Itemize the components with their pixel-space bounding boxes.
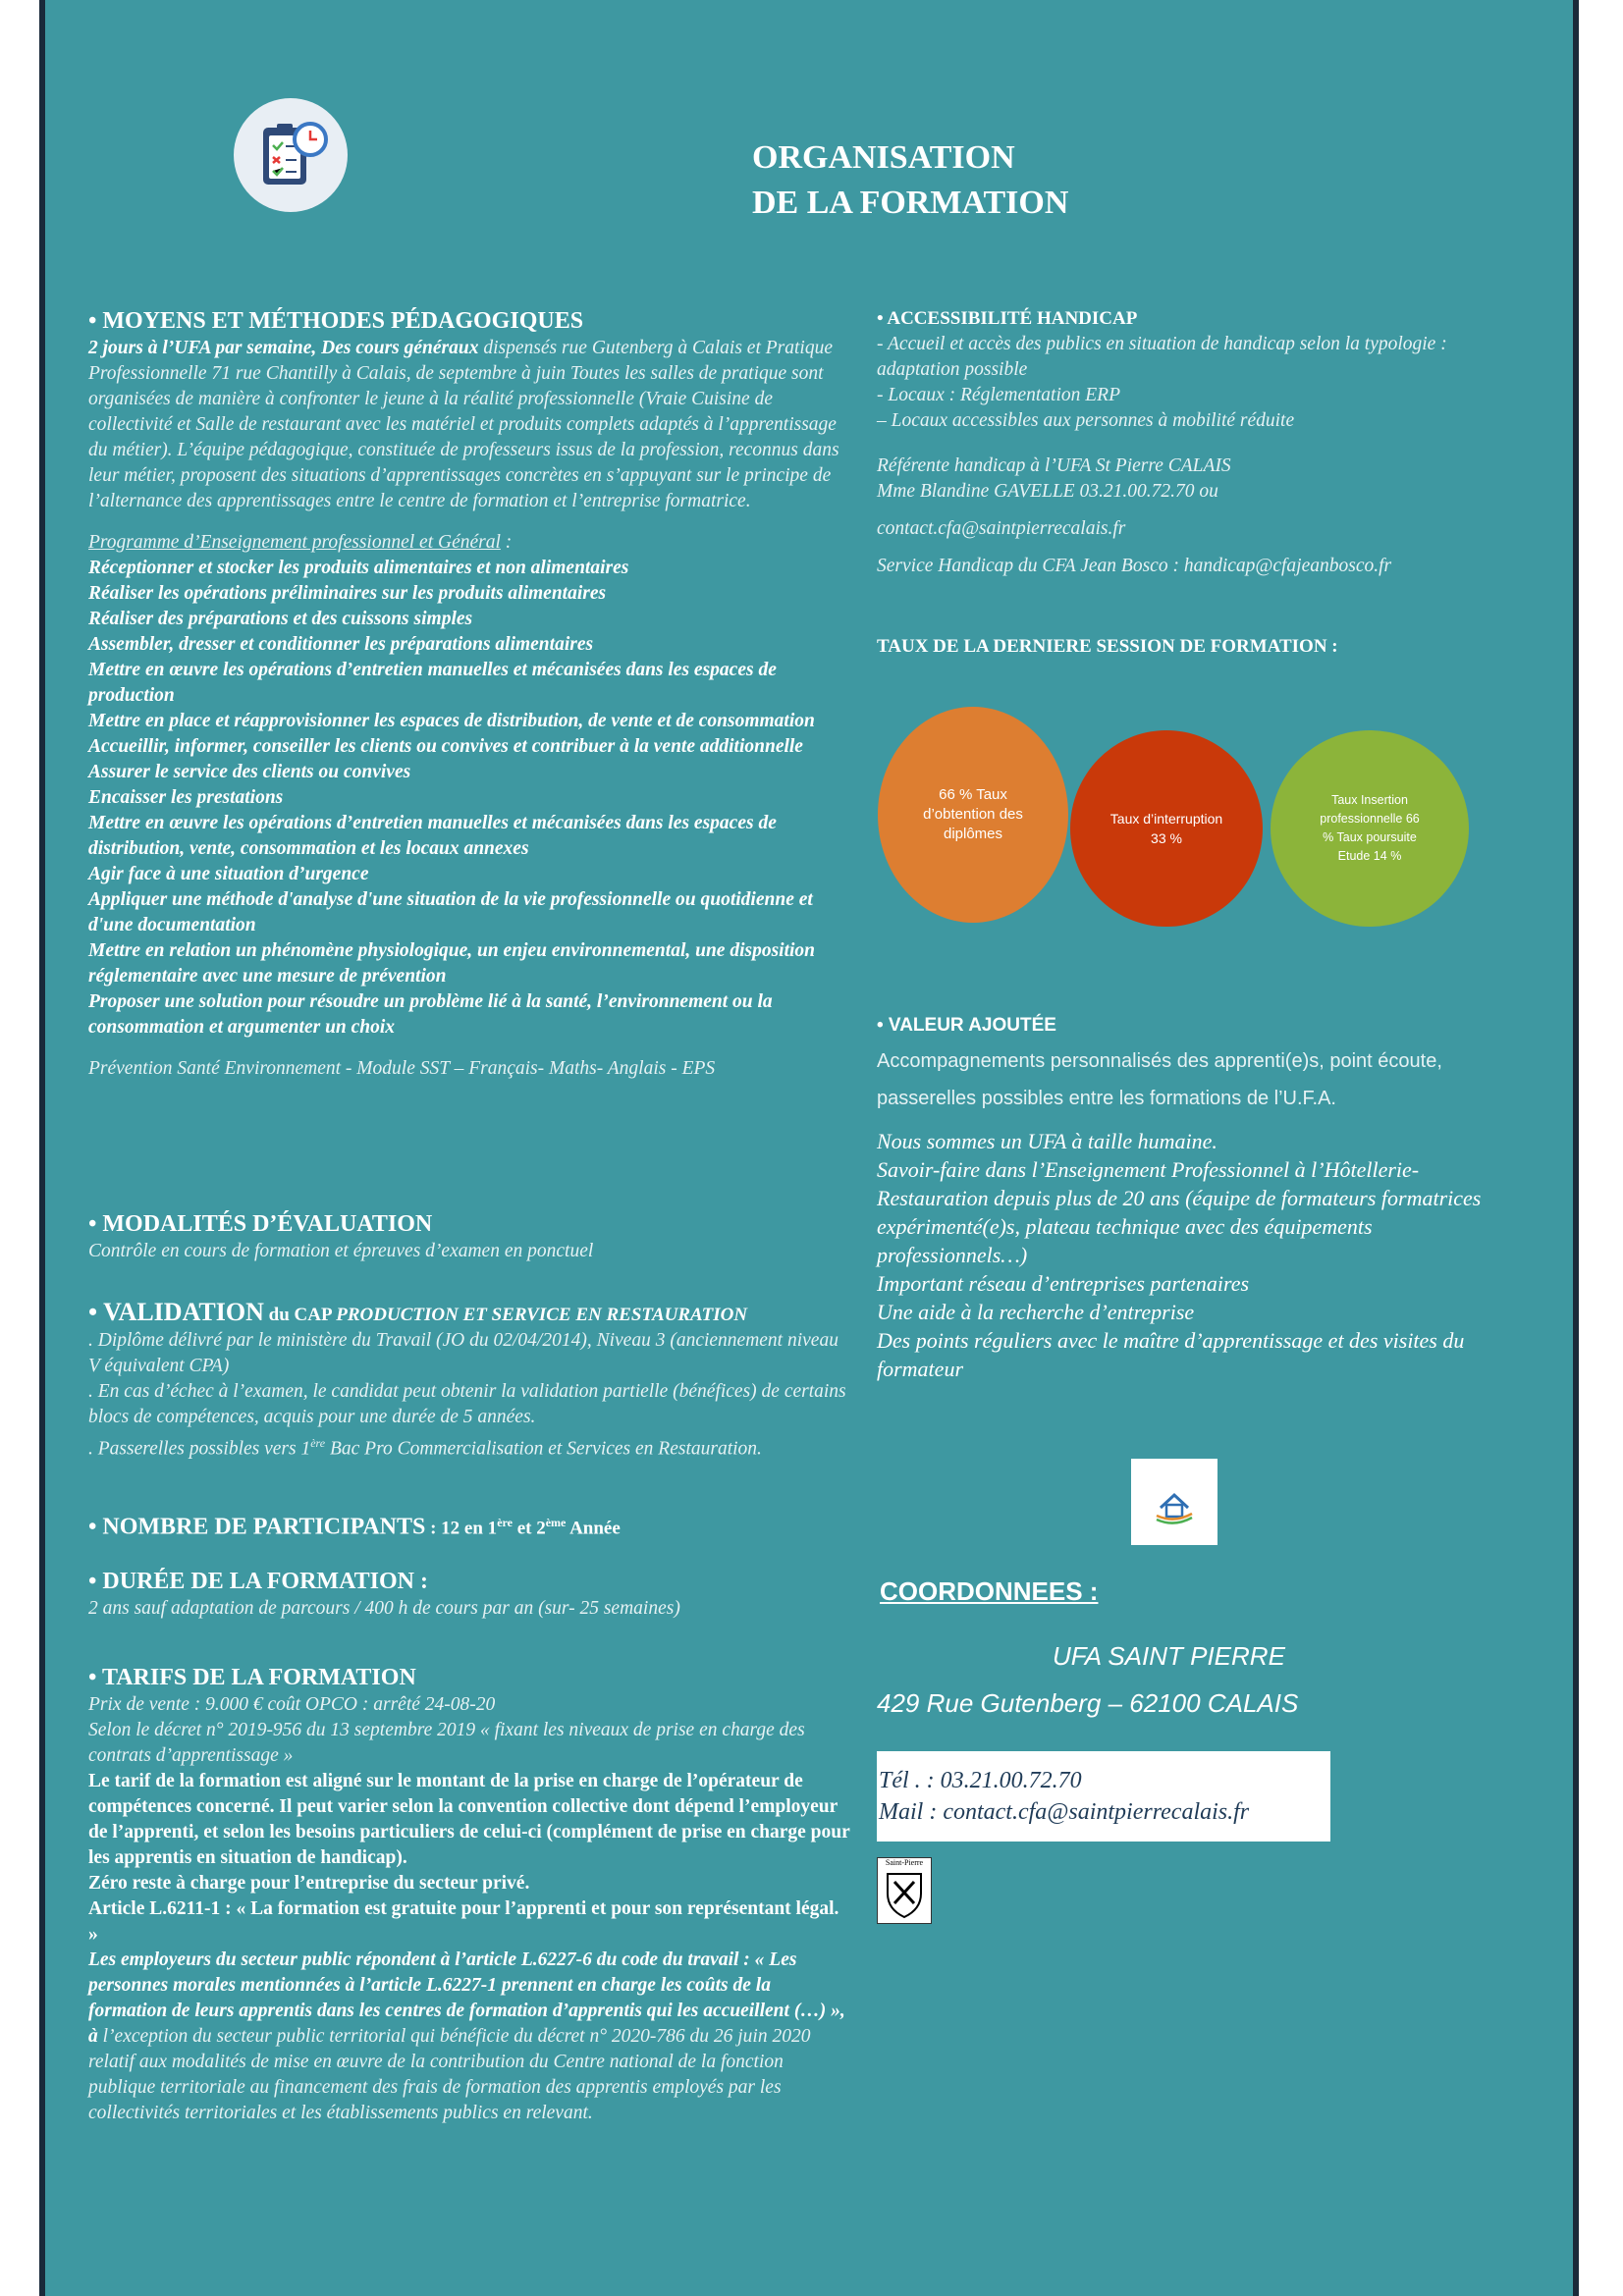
tarifs-prix: Prix de vente : 9.000 € coût OPCO : arrêté 24-08-20 [88, 1694, 496, 1715]
accessibilite-line: – Locaux accessibles aux personnes à mobilité réduite [877, 410, 1295, 431]
passerelles-post: Bac Pro Commercialisation et Services en Restauration. [325, 1438, 762, 1460]
participants-text-pre: : 12 en 1 [425, 1518, 498, 1539]
participants-sup1: ère [497, 1516, 513, 1529]
section-participants [88, 1510, 850, 1542]
moyens-intro [88, 336, 850, 514]
accessibilite-heading: • ACCESSIBILITÉ HANDICAP [877, 308, 1138, 329]
seal-label: Saint-Pierre [885, 1858, 924, 1867]
programme-label: Programme d’Enseignement professionnel et Général [88, 532, 501, 553]
section-taux [877, 634, 1525, 660]
validation-passerelles [88, 1430, 850, 1463]
contact-box [877, 1751, 1330, 1842]
referente-line-2: Mme Blandine GAVELLE 03.21.00.72.70 ou [877, 481, 1218, 502]
participants-heading: • NOMBRE DE PARTICIPANTS [88, 1514, 426, 1540]
tarifs-public [88, 1948, 850, 2126]
saint-pierre-seal [877, 1857, 932, 1924]
validation-line: . Diplôme délivré par le ministère du Travail (JO du 02/04/2014), Niveau 3 (anciennement niveau V équivalent CPA) [88, 1330, 839, 1376]
coordonnees-name: UFA SAINT PIERRE [1053, 1641, 1285, 1671]
coordonnees-heading: COORDONNEES : [880, 1576, 1099, 1606]
participants-line [88, 1510, 850, 1542]
valeur-sans-line: passerelles possibles entre les formations de l’U.F.A. [877, 1088, 1336, 1109]
programme-item: Agir face à une situation d’urgence [88, 864, 369, 884]
house-logo-icon [1131, 1459, 1217, 1545]
programme-item: Réaliser des préparations et des cuissons simples [88, 609, 473, 629]
duree-heading-line [88, 1567, 850, 1596]
referente-line-1: Référente handicap à l’UFA St Pierre CALAIS [877, 455, 1231, 476]
moyens-intro-rest: dispensés rue Gutenberg à Calais et Pratique Professionnelle 71 rue Chantilly à Calais, de septembre à juin Toutes les salles de pratique sont organisées de manière à confronter le jeune à la réalité professionnelle (Vraie Cuisine de collectivité et Salle de restaurant avec les matériel et produits complets adaptés à l’apprentissage du métier). L’équipe pédagogique, constituée de professeurs issus de la profession, reconnus dans leur métier, proposent des situations d’apprentissages concrètes en s’appuyant sur le principe de l’alternance des apprentissages entre le centre de formation et l’entreprise formatrice. [88, 338, 839, 511]
validation-du-cap: du CAP [263, 1305, 337, 1325]
programme-item: Mettre en relation un phénomène physiologique, un enjeu environnemental, une disposition réglementaire avec une mesure de prévention [88, 940, 816, 987]
section-tarifs [88, 1663, 850, 2126]
accessibilite-line: - Accueil et accès des publics en situation de handicap selon la typologie : adaptation possible [877, 334, 1447, 380]
tarifs-decret: Selon le décret n° 2019-956 du 13 septembre 2019 « fixant les niveaux de prise en charge des contrats d’apprentissage » [88, 1720, 805, 1766]
participants-sup2: ème [545, 1516, 567, 1529]
accessibilite-service: Service Handicap du CFA Jean Bosco : handicap@cfajeanbosco.fr [877, 556, 1392, 576]
passerelles-sup: ère [310, 1436, 326, 1450]
participants-text-mid: et 2 [512, 1518, 546, 1539]
section-accessibilite [877, 306, 1525, 579]
taux-heading: TAUX DE LA DERNIERE SESSION DE FORMATION : [877, 636, 1338, 657]
validation-heading: • VALIDATION [88, 1298, 264, 1326]
section-duree [88, 1567, 850, 1622]
general-subjects: Prévention Santé Environnement - Module SST – Français- Maths- Anglais - EPS [88, 1058, 716, 1079]
rate-circle-interruption [1070, 730, 1263, 927]
rate-circle-insertion [1271, 730, 1469, 927]
programme-item: Accueillir, informer, conseiller les clients ou convives et contribuer à la vente additionnelle [88, 736, 803, 757]
programme-item: Mettre en œuvre les opérations d’entretien manuelles et mécanisées dans les espaces de production [88, 660, 777, 706]
title-line-1: ORGANISATION [752, 139, 1015, 176]
tarifs-article: Article L.6211-1 : « La formation est gratuite pour l’apprenti et pour son représentant légal. » [88, 1898, 839, 1945]
validation-cap-name: PRODUCTION ET SERVICE EN RESTAURATION [336, 1305, 748, 1325]
valeur-italic-line: Des points réguliers avec le maître d’apprentissage et des visites du formateur [877, 1328, 1465, 1381]
programme-item: Appliquer une méthode d'analyse d'une situation de la vie professionnelle ou quotidienne et d'une documentation [88, 889, 813, 935]
valeur-heading: • VALEUR AJOUTÉE [877, 1015, 1056, 1036]
section-modalites [88, 1209, 850, 1264]
tarifs-heading: • TARIFS DE LA FORMATION [88, 1665, 416, 1690]
programme-item: Assurer le service des clients ou convives [88, 762, 411, 782]
valeur-italic-block [877, 1127, 1525, 1383]
programme-list [88, 556, 850, 1041]
section-moyens [88, 306, 850, 1082]
programme-item: Réaliser les opérations préliminaires sur les produits alimentaires [88, 583, 607, 604]
modalites-heading: • MODALITÉS D’ÉVALUATION [88, 1211, 433, 1237]
duree-heading: • DURÉE DE LA FORMATION [88, 1569, 414, 1594]
page-title [752, 135, 1068, 226]
programme-item: Assembler, dresser et conditionner les préparations alimentaires [88, 634, 594, 655]
valeur-italic-line: Nous sommes un UFA à taille humaine. [877, 1129, 1217, 1153]
tarifs-zero: Zéro reste à charge pour l’entreprise du secteur privé. [88, 1873, 530, 1894]
valeur-italic-line: Une aide à la recherche d’entreprise [877, 1300, 1195, 1324]
participants-text-post: Année [566, 1518, 621, 1539]
valeur-sans-line: Accompagnements personnalisés des apprenti(e)s, point écoute, [877, 1050, 1442, 1072]
seal-shield-icon [878, 1868, 931, 1923]
validation-heading-line [88, 1298, 850, 1328]
programme-label-line [88, 530, 850, 556]
accessibilite-email: contact.cfa@saintpierrecalais.fr [877, 518, 1126, 539]
modalites-text: Contrôle en cours de formation et épreuves d’examen en ponctuel [88, 1241, 594, 1261]
validation-line: . En cas d’échec à l’examen, le candidat peut obtenir la validation partielle (bénéfices) de certains blocs de compétences, acquis pour une durée de 5 années. [88, 1381, 846, 1427]
duree-heading-suffix: : [413, 1569, 428, 1594]
tarifs-public-rest: l’exception du secteur public territorial qui bénéficie du décret n° 2020-786 du 26 juin 2020 relatif aux modalités de mise en œuvre de la contribution du Centre national de la fonction publique territoriale au financement des frais de formation des apprentis employés par les collectivités territoriales et les établissements publics en relevant. [88, 2026, 811, 2123]
valeur-italic-line: Savoir-faire dans l’Enseignement Professionnel à l’Hôtellerie-Restauration depuis plus de 20 ans (équipe de formateurs formatrices expérimenté(e)s, plateau technique avec des équipements professionnels…) [877, 1157, 1482, 1267]
tarifs-aligne: Le tarif de la formation est aligné sur le montant de la prise en charge de l’opérateur de compétences concerné. Il peut varier selon la convention collective dont dépend l’employeur de l’apprenti, et selon les besoins particuliers de celui-ci (complément de prise en charge pour les apprentis en situation de handicap). [88, 1771, 850, 1868]
rate-circle-label: 66 % Taux d’obtention des diplômes [923, 786, 1023, 842]
programme-item: Mettre en place et réapprovisionner les espaces de distribution, de vente et de consommation [88, 711, 815, 731]
valeur-italic-line: Important réseau d’entreprises partenaires [877, 1271, 1250, 1296]
rate-circle-label: Taux d’interruption 33 % [1109, 811, 1223, 846]
tarifs-public-bold: Les employeurs du secteur public répondent à l’article L.6227-6 du code du travail : « Les personnes morales mentionnées à l’article L.6227-1 prennent en charge les coûts de la formation de leurs apprentis dans les centres de formation d’apprentis qui les accueillent (…) », à [88, 1949, 845, 2047]
programme-item: Proposer une solution pour résoudre un problème lié à la santé, l’environnement ou la consommation et argumenter un choix [88, 991, 773, 1038]
programme-item: Mettre en œuvre les opérations d’entretien manuelles et mécanisées dans les espaces de distribution, vente, consommation et les locaux annexes [88, 813, 777, 859]
moyens-heading: • MOYENS ET MÉTHODES PÉDAGOGIQUES [88, 308, 584, 334]
section-valeur [877, 1013, 1525, 1383]
programme-item: Encaisser les prestations [88, 787, 284, 808]
moyens-intro-bold: 2 jours à l’UFA par semaine, Des cours généraux [88, 338, 479, 358]
programme-suffix: : [500, 532, 513, 553]
rate-circle-obtention [878, 707, 1068, 923]
checklist-clock-icon [234, 98, 348, 212]
duree-text: 2 ans sauf adaptation de parcours / 400 h de cours par an (sur- 25 semaines) [88, 1598, 680, 1619]
passerelles-pre: . Passerelles possibles vers 1 [88, 1438, 311, 1460]
section-validation [88, 1298, 850, 1463]
accessibilite-line: - Locaux : Réglementation ERP [877, 385, 1121, 405]
programme-item: Réceptionner et stocker les produits alimentaires et non alimentaires [88, 558, 629, 578]
rate-circle-label: Taux Insertion professionnelle 66 % Taux poursuite Etude 14 % [1320, 793, 1420, 863]
contact-mail: Mail : contact.cfa@saintpierrecalais.fr [879, 1799, 1250, 1825]
coordonnees-address: 429 Rue Gutenberg – 62100 CALAIS [877, 1688, 1299, 1718]
contact-tel: Tél . : 03.21.00.72.70 [879, 1768, 1082, 1793]
title-line-2: DE LA FORMATION [752, 185, 1069, 221]
